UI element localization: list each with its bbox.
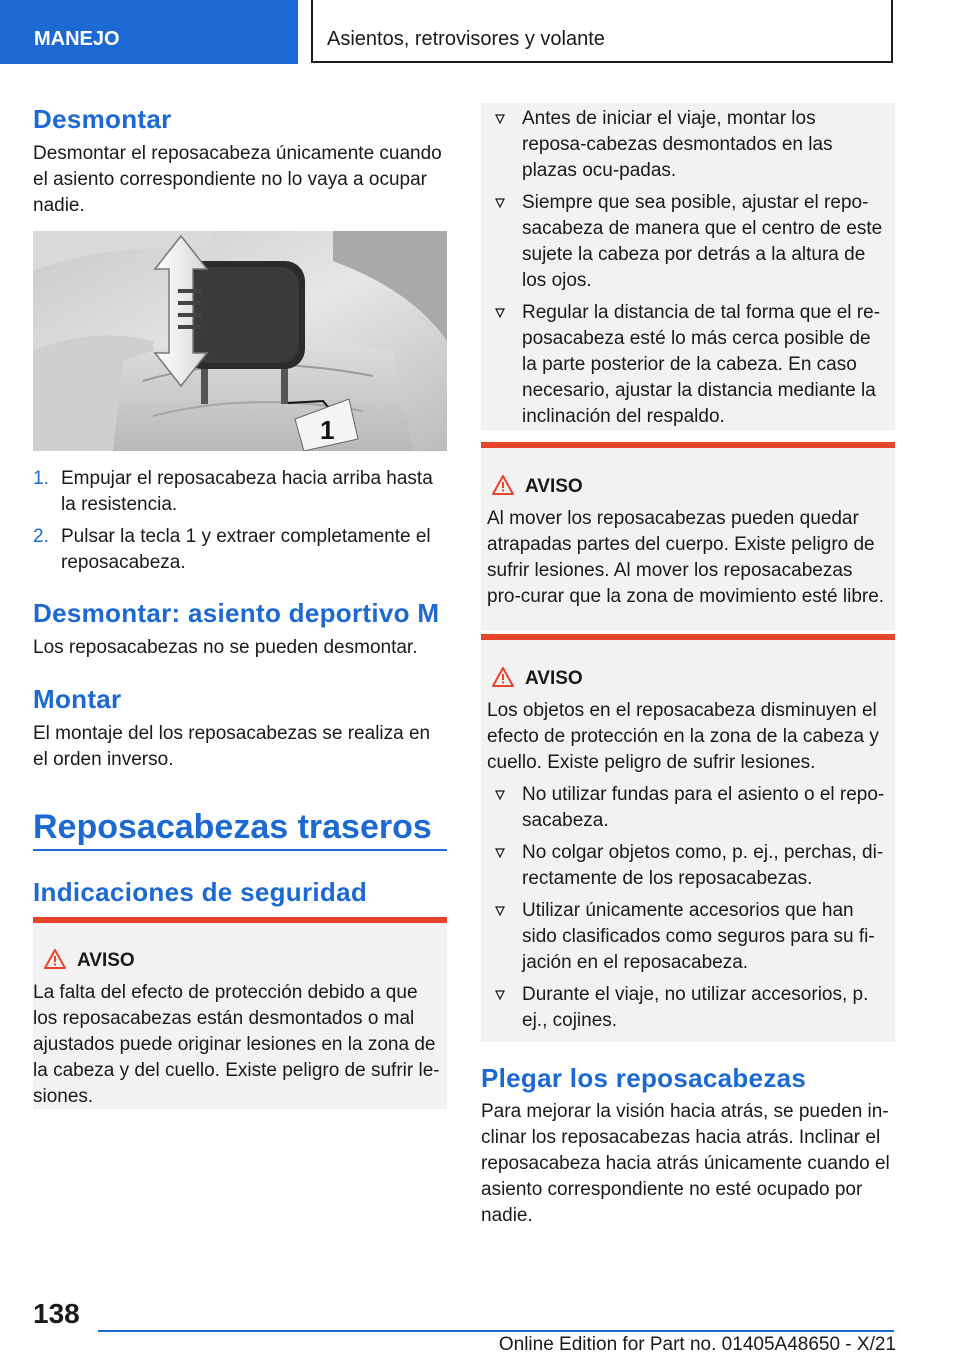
- warning-list: [481, 782, 885, 1040]
- step-item: [33, 524, 447, 576]
- list-item-text: Utilizar únicamente accesorios que han sido clasificados como seguros para su fi-jación en el reposacabeza.: [522, 900, 875, 973]
- list-item-text: Regular la distancia de tal forma que el re-posacabeza esté lo más cerca posible de la parte posterior de la cabeza. En caso necesario, ajustar la distancia mediante la inclinación del respaldo.: [522, 302, 881, 427]
- list-item: [481, 106, 885, 184]
- warning-title: AVISO: [77, 950, 135, 971]
- list-item: [481, 300, 885, 430]
- heading-deportivo: Desmontar: asiento deportivo M: [33, 598, 440, 628]
- list-item-text: Siempre que sea posible, ajustar el repo-sacabeza de manera que el centro de este sujete la cabeza por detrás a la altura de los ojos.: [522, 192, 883, 291]
- heading-desmontar: Desmontar: [33, 104, 172, 134]
- bullet-triangle-icon: [495, 990, 505, 1000]
- list-item-text: No utilizar fundas para el asiento o el repo-sacabeza.: [522, 784, 885, 831]
- plegar-text: Para mejorar la visión hacia atrás, se pueden in-clinar los reposacabezas hacia atrás. Inclinar el reposacabeza hacia atrás únicamente cuando el asiento correspondiente no esté ocupado por nadie.: [481, 1101, 890, 1226]
- warning-text: La falta del efecto de protección debido a que los reposacabezas están desmontados o mal ajustados puede originar lesiones en la zona de la cabeza y del cuello. Existe peligro de sufrir le-siones.: [33, 982, 440, 1107]
- list-item: [481, 982, 885, 1034]
- desmontar-text: Desmontar el reposacabeza únicamente cuando el asiento correspondiente no lo vaya a ocupar nadie.: [33, 143, 442, 216]
- bullet-triangle-icon: [495, 848, 505, 858]
- step-text: Empujar el reposacabeza hacia arriba hasta la resistencia.: [61, 468, 433, 515]
- list-item: [481, 840, 885, 892]
- section-tab: [0, 0, 298, 64]
- page-number: 138: [33, 1298, 80, 1329]
- chapter-title: Asientos, retrovisores y volante: [327, 28, 605, 50]
- precautions-list: [481, 106, 885, 436]
- heading-traseros: Reposacabezas traseros: [33, 808, 432, 846]
- footer-rule: [98, 1330, 894, 1332]
- step-number: 2.: [33, 526, 49, 547]
- warning-text: Los objetos en el reposacabeza disminuyen el efecto de protección en la zona de la cabeza y cuello. Existe peligro de sufrir lesiones.: [487, 700, 879, 773]
- warning-box: [481, 634, 895, 1042]
- warning-box: [481, 442, 895, 630]
- precautions-box: [481, 103, 895, 430]
- warning-title: AVISO: [525, 476, 583, 497]
- heading-montar: Montar: [33, 684, 122, 714]
- step-number: 1.: [33, 468, 49, 489]
- warning-triangle-icon: [491, 474, 515, 496]
- bullet-triangle-icon: [495, 114, 505, 124]
- list-item-text: Antes de iniciar el viaje, montar los reposa-cabezas desmontados en las plazas ocu-padas.: [522, 108, 833, 181]
- warning-text: Al mover los reposacabezas pueden quedar atrapadas partes del cuerpo. Existe peligro de sufrir lesiones. Al mover los reposacabezas pro-curar que la zona de movimiento esté libre.: [487, 508, 885, 607]
- warning-title: AVISO: [525, 668, 583, 689]
- chapter-header: [311, 0, 893, 63]
- headrest-photo: [33, 231, 447, 451]
- callout-label: 1: [320, 415, 335, 445]
- list-item-text: No colgar objetos como, p. ej., perchas, di-rectamente de los reposacabezas.: [522, 842, 884, 889]
- bullet-triangle-icon: [495, 308, 505, 318]
- bullet-triangle-icon: [495, 906, 505, 916]
- heading-seguridad: Indicaciones de seguridad: [33, 877, 368, 907]
- heading-rule: [33, 849, 447, 851]
- step-item: [33, 466, 447, 518]
- list-item: [481, 782, 885, 834]
- warning-box: [33, 917, 447, 1109]
- steps-list: [33, 466, 447, 576]
- section-label: MANEJO: [34, 28, 120, 50]
- list-item: [481, 190, 885, 294]
- heading-plegar: Plegar los reposacabezas: [481, 1063, 807, 1093]
- bullet-triangle-icon: [495, 198, 505, 208]
- list-item-text: Durante el viaje, no utilizar accesorios, p. ej., cojines.: [522, 984, 869, 1031]
- warning-triangle-icon: [491, 666, 515, 688]
- montar-text: El montaje del los reposacabezas se realiza en el orden inverso.: [33, 723, 431, 770]
- footer-edition: Online Edition for Part no. 01405A48650 - X/21: [498, 1334, 896, 1355]
- bullet-triangle-icon: [495, 790, 505, 800]
- step-text: Pulsar la tecla 1 y extraer completamente el reposacabeza.: [61, 526, 431, 573]
- warning-triangle-icon: [43, 948, 67, 970]
- deportivo-text: Los reposacabezas no se pueden desmontar.: [33, 637, 418, 658]
- list-item: [481, 898, 885, 976]
